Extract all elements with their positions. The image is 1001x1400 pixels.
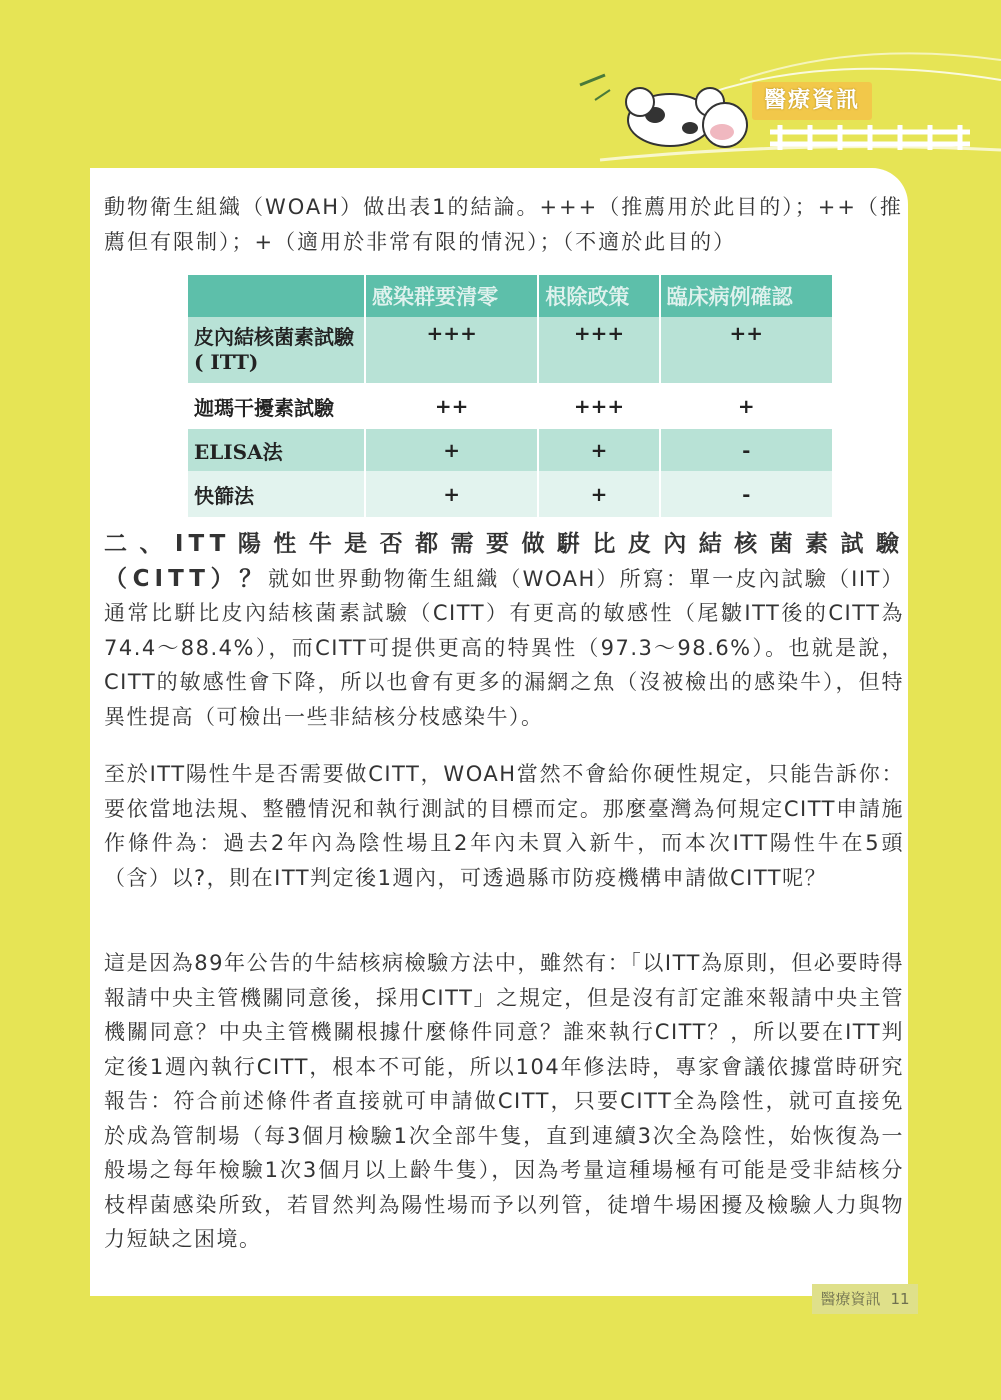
table-row [188, 429, 832, 471]
row-value: +++ [539, 317, 658, 383]
footer-section: 醫療資訊 [820, 1290, 881, 1308]
results-table-wrapper [186, 275, 834, 517]
row-value: + [539, 429, 658, 471]
row-value: + [661, 383, 832, 429]
row-name: 迦瑪干擾素試驗 [188, 383, 364, 429]
paragraph-3: 至於ITT陽性牛是否需要做CITT，WOAH當然不會給你硬性規定，只能告訴你：要依當地法規、整體情況和執行測試的目標而定。那麼臺灣為何規定CITT申請施作條件為：過去2年內為陰性場且2年內未買入新牛，而本次ITT陽性牛在5頭（含）以?，則在ITT判定後1週內，可透過縣市防疫機構申請做CITT呢？ [104, 762, 904, 890]
row-name: 快篩法 [188, 471, 364, 517]
section2-paragraph [104, 527, 904, 734]
table-row [188, 471, 832, 517]
section-tag: 醫療資訊 [752, 82, 872, 120]
row-value: ++ [366, 383, 537, 429]
header-cell-clinical-confirm: 臨床病例確認 [661, 275, 832, 317]
header-cell-infection-clear: 感染群要清零 [366, 275, 537, 317]
row-name: ELISA法 [188, 429, 364, 471]
row-value: ++ [661, 317, 832, 383]
row-value: - [661, 429, 832, 471]
header-cell-blank [188, 275, 364, 317]
page-number: 11 [890, 1290, 910, 1308]
results-table [186, 275, 834, 517]
row-value: +++ [366, 317, 537, 383]
paragraph-4: 這是因為89年公告的牛結核病檢驗方法中，雖然有：「以ITT為原則，但必要時得報請中央主管機關同意後，採用CITT」之規定，但是沒有訂定誰來報請中央主管機關同意？中央主管機關根據什麼條件同意？誰來執行CITT？，所以要在ITT判定後1週內執行CITT，根本不可能，所以104年修法時，專家會議依據當時研究報告：符合前述條件者直接就可申請做CITT，只要CITT全為陰性，就可直接免於成為管制場（每3個月檢驗1次全部牛隻，直到連續3次全為陰性，始恢復為一般場之每年檢驗1次3個月以上齡牛隻），因為考量這種場極有可能是受非結核分枝桿菌感染所致，若冒然判為陽性場而予以列管，徒增牛場困擾及檢驗人力與物力短缺之困境。 [104, 951, 904, 1251]
row-value: + [366, 471, 537, 517]
table-header-row [188, 275, 832, 317]
intro-paragraph: 動物衛生組織（WOAH）做出表1的結論。+++（推薦用於此目的）；++（推薦但有限制）；+（適用於非常有限的情況）；（不適於此目的） [104, 195, 903, 254]
section2-question: 二、ITT陽性牛是否都需要做騈比皮內結核菌素試驗（CITT）？ [104, 531, 904, 592]
row-value: +++ [539, 383, 658, 429]
header-cell-eradication: 根除政策 [539, 275, 658, 317]
section2-body: 就如世界動物衛生組織（WOAH）所寫：單一皮內試驗（IIT）通常比騈比皮內結核菌素試驗（CITT）有更高的敏感性（尾皺ITT後的CITT為74.4～88.4%），而CITT可提供更高的特異性（97.3～98.6%）。也就是說，CITT的敏感性會下降，所以也會有更多的漏網之魚（沒被檢出的感染牛），但特異性提高（可檢出一些非結核分枝感染牛）。 [104, 566, 904, 729]
row-value: - [661, 471, 832, 517]
page-footer [812, 1284, 918, 1314]
row-value: + [366, 429, 537, 471]
table-row [188, 317, 832, 383]
row-value: + [539, 471, 658, 517]
table-row [188, 383, 832, 429]
row-name: 皮內結核菌素試驗 ( ITT) [188, 317, 364, 383]
